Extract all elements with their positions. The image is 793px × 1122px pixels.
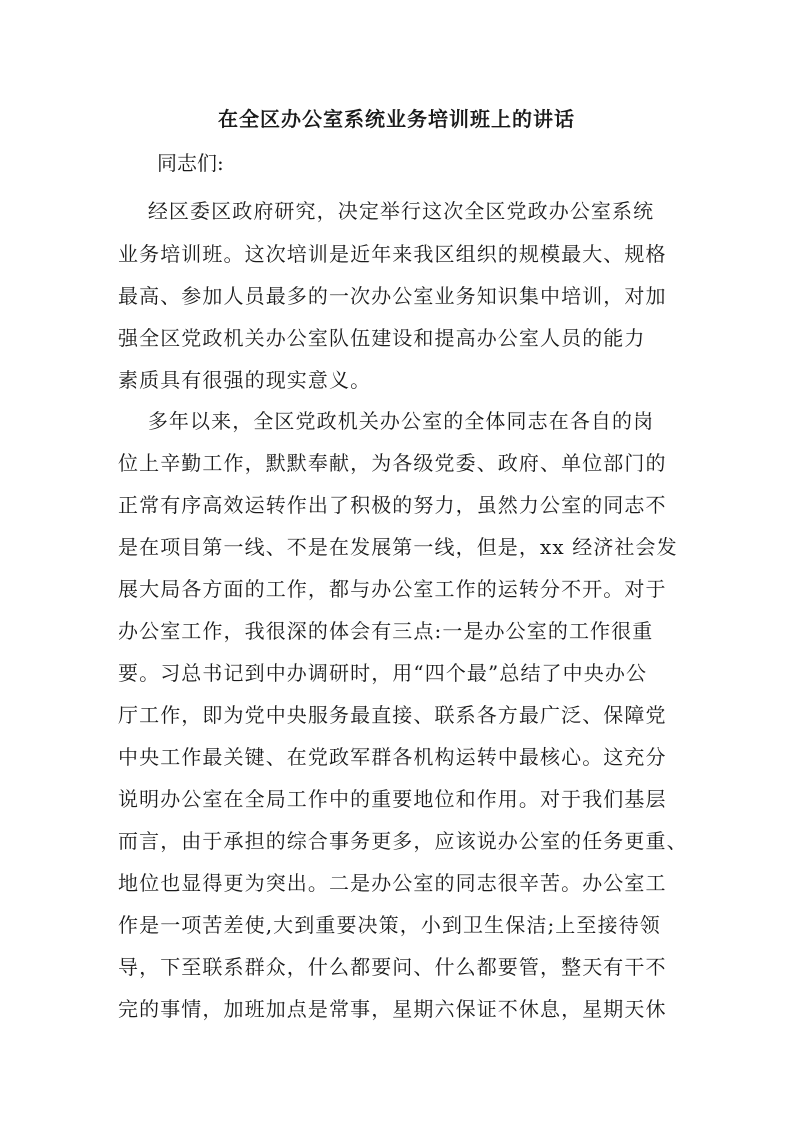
document-title: 在全区办公室系统业务培训班上的讲话 bbox=[218, 107, 575, 131]
paragraph-line: 多年以来，全区党政机关办公室的全体同志在各自的岗 bbox=[118, 409, 655, 433]
paragraph-line: 完的事情，加班加点是常事，星期六保证不休息，星期天休 bbox=[118, 997, 667, 1021]
salutation: 同志们: bbox=[157, 151, 224, 175]
paragraph-line: 正常有序高效运转作出了积极的努力，虽然力公室的同志不 bbox=[118, 493, 667, 517]
paragraph-line: 素质具有很强的现实意义。 bbox=[118, 368, 372, 392]
paragraph-line: 说明办公室在全局工作中的重要地位和作用。对于我们基层 bbox=[118, 787, 667, 811]
paragraph-line: 作是一项苦差使,大到重要决策，小到卫生保洁;上至接待领 bbox=[118, 913, 661, 937]
paragraph-line: 厅工作，即为党中央服务最直接、联系各方最广泛、保障党 bbox=[118, 703, 667, 727]
paragraph-line: 业务培训班。这次培训是近年来我区组织的规模最大、规格 bbox=[118, 242, 667, 266]
paragraph-line: 强全区党政机关办公室队伍建设和提高办公室人员的能力 bbox=[118, 326, 646, 350]
paragraph-line: 是在项目第一线、不是在发展第一线，但是，xx 经济社会发 bbox=[118, 535, 678, 559]
paragraph-line: 地位也显得更为突出。二是办公室的同志很辛苦。办公室工 bbox=[118, 871, 667, 895]
paragraph-line: 中央工作最关键、在党政军群各机构运转中最核心。这充分 bbox=[118, 745, 667, 769]
paragraph-line: 经区委区政府研究，决定举行这次全区党政办公室系统 bbox=[118, 199, 655, 223]
paragraph-line: 最高、参加人员最多的一次办公室业务知识集中培训，对加 bbox=[118, 284, 667, 308]
paragraph-line: 展大局各方面的工作，都与办公室工作的运转分不开。对于 bbox=[118, 577, 667, 601]
paragraph-line: 导，下至联系群众，什么都要问、什么都要管，整天有干不 bbox=[118, 955, 667, 979]
paragraph-line: 要。习总书记到中办调研时，用“四个最”总结了中央办公 bbox=[118, 661, 648, 685]
paragraph-line: 办公室工作，我很深的体会有三点:一是办公室的工作很重 bbox=[118, 619, 654, 643]
paragraph-line: 位上辛勤工作，默默奉献，为各级党委、政府、单位部门的 bbox=[118, 451, 667, 475]
paragraph-line: 而言，由于承担的综合事务更多，应该说办公室的任务更重、 bbox=[118, 829, 688, 853]
